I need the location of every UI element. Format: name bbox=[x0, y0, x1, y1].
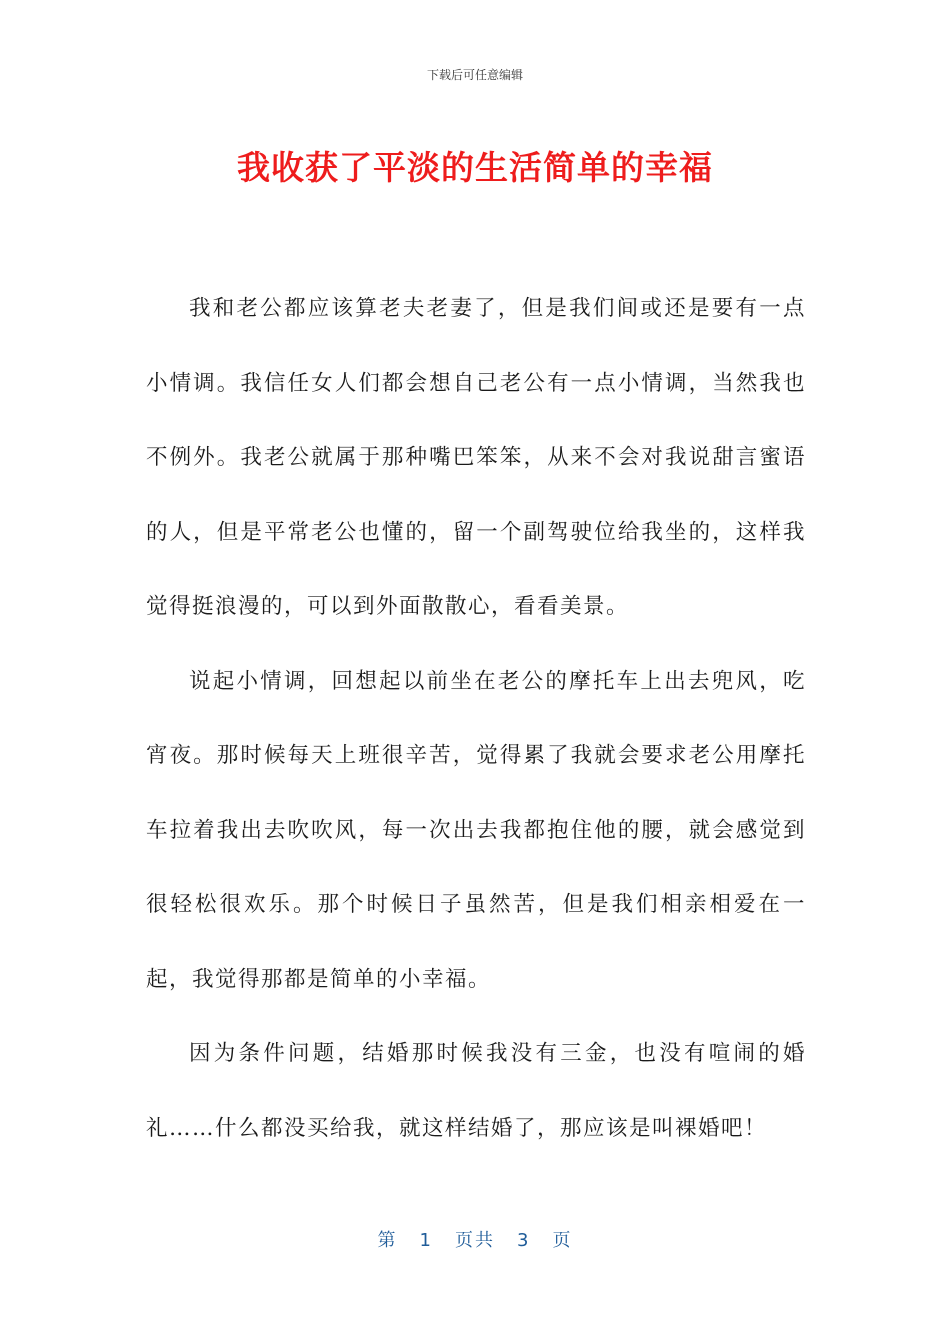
document-title: 我收获了平淡的生活简单的幸福 bbox=[237, 148, 713, 187]
footer-suffix: 页 bbox=[552, 1230, 573, 1251]
footer-middle: 页共 bbox=[455, 1230, 495, 1251]
footer-total-pages: 3 bbox=[517, 1230, 531, 1251]
footer-prefix: 第 bbox=[377, 1230, 398, 1251]
document-body bbox=[146, 272, 806, 1166]
paragraph-3: 因为条件问题，结婚那时候我没有三金，也没有喧闹的婚礼……什么都没买给我，就这样结婚了，那应该是叫裸婚吧！ bbox=[146, 1041, 806, 1141]
footer-page-number: 1 bbox=[419, 1230, 433, 1251]
paragraph-2: 说起小情调，回想起以前坐在老公的摩托车上出去兜风，吃宵夜。那时候每天上班很辛苦，觉得累了我就会要求老公用摩托车拉着我出去吹吹风，每一次出去我都抱住他的腰，就会感觉到很轻松很欢乐。那个时候日子虽然苦，但是我们相亲相爱在一起，我觉得那都是简单的小幸福。 bbox=[146, 668, 806, 992]
header-note: 下载后可任意编辑 bbox=[426, 68, 523, 82]
paragraph-1: 我和老公都应该算老夫老妻了，但是我们间或还是要有一点小情调。我信任女人们都会想自己老公有一点小情调，当然我也不例外。我老公就属于那种嘴巴笨笨，从来不会对我说甜言蜜语的人，但是平常老公也懂的，留一个副驾驶位给我坐的，这样我觉得挺浪漫的，可以到外面散散心，看看美景。 bbox=[146, 296, 806, 619]
page-footer bbox=[0, 1226, 950, 1252]
